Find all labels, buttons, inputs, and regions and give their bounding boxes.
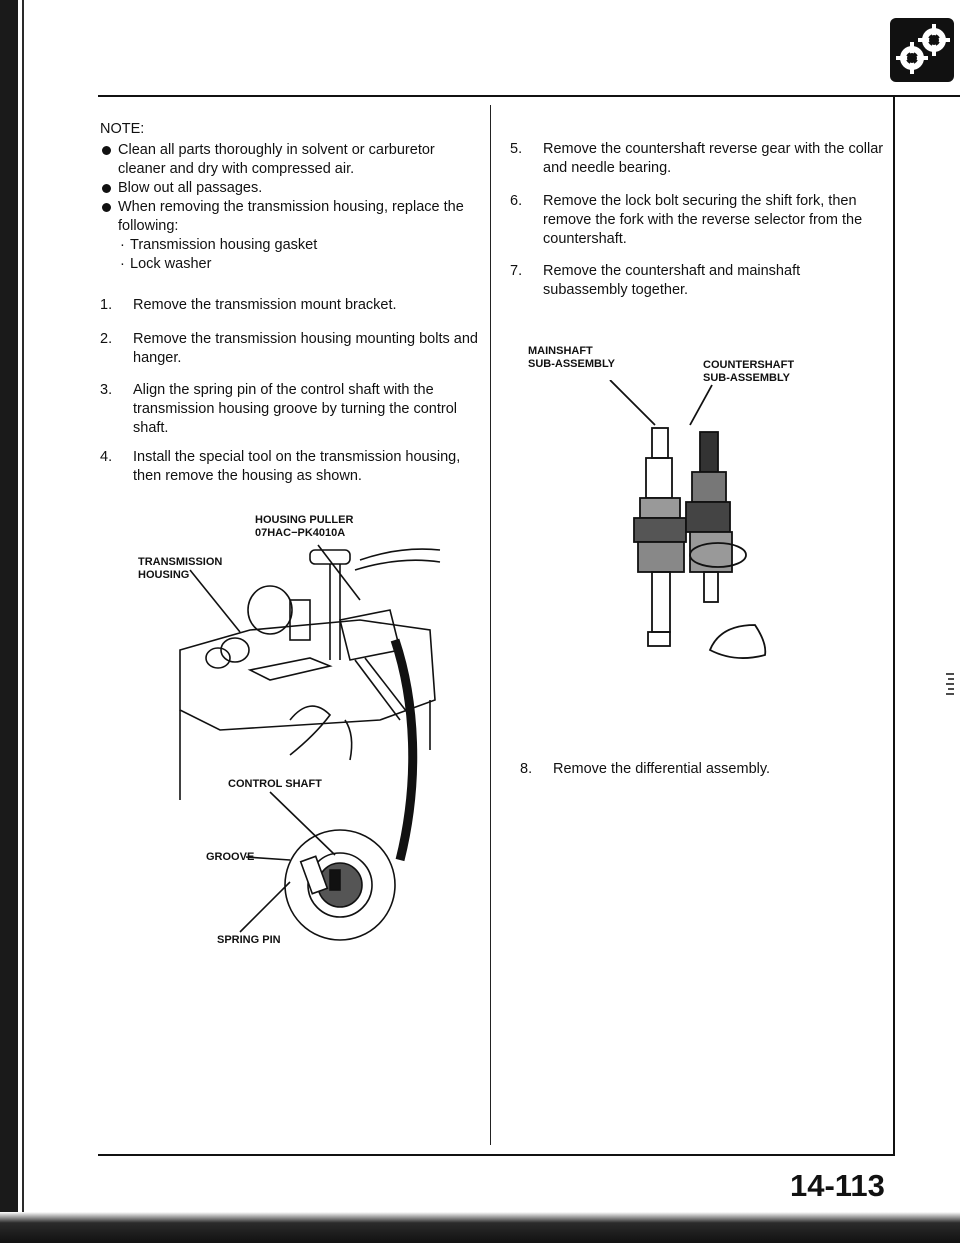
step-6 xyxy=(510,192,888,249)
step-text: Align the spring pin of the control shaft with the transmission housing groove by turning the control shaft. xyxy=(133,382,458,436)
label-control-shaft: CONTROL SHAFT xyxy=(228,778,322,790)
step-text: Remove the differential assembly. xyxy=(553,761,771,777)
column-divider xyxy=(490,105,491,1145)
note-bullet: When removing the transmission housing, replace the following: xyxy=(100,198,475,236)
label-mainshaft: MAINSHAFT SUB-ASSEMBLY xyxy=(528,345,615,370)
gear-icon xyxy=(890,18,954,82)
bottom-scan-shadow xyxy=(0,1212,960,1243)
step-number: 4. xyxy=(100,449,113,465)
step-1 xyxy=(100,296,480,315)
step-text: Remove the transmission housing mounting bolts and hanger. xyxy=(133,331,478,366)
bullet-icon xyxy=(102,146,111,155)
edge-scan-mark xyxy=(944,672,956,698)
binding-line xyxy=(22,0,24,1243)
step-7 xyxy=(510,262,888,300)
step-number: 3. xyxy=(100,382,113,398)
bullet-icon xyxy=(102,203,111,212)
step-text: Remove the countershaft reverse gear with the collar and needle bearing. xyxy=(543,141,884,176)
step-3 xyxy=(100,381,480,438)
bottom-rule xyxy=(98,1154,895,1156)
note-bullet: Blow out all passages. xyxy=(100,179,475,198)
sub-bullet-icon: · xyxy=(120,256,125,272)
label-spring-pin: SPRING PIN xyxy=(217,934,281,946)
step-2 xyxy=(100,330,480,368)
step-text: Install the special tool on the transmission housing, then remove the housing as shown. xyxy=(133,449,461,484)
frame-right-rule xyxy=(893,95,895,1156)
housing-puller-illustration xyxy=(130,540,460,980)
bullet-icon xyxy=(102,184,111,193)
note-sub-item: · Transmission housing gasket xyxy=(120,237,318,253)
top-rule xyxy=(98,95,960,97)
step-text: Remove the transmission mount bracket. xyxy=(133,297,397,313)
binding-edge xyxy=(0,0,18,1243)
label-countershaft: COUNTERSHAFT SUB-ASSEMBLY xyxy=(703,359,795,384)
step-4 xyxy=(100,448,480,486)
step-text: Remove the lock bolt securing the shift fork, then remove the fork with the reverse selector from the countershaft. xyxy=(543,193,863,247)
page-number: 14-113 xyxy=(790,1168,885,1203)
step-number: 2. xyxy=(100,331,113,347)
label-transmission-housing: TRANSMISSION HOUSING xyxy=(138,556,223,581)
step-8 xyxy=(520,760,880,779)
step-5 xyxy=(510,140,888,178)
step-number: 1. xyxy=(100,297,113,313)
step-number: 5. xyxy=(510,141,523,157)
note-block xyxy=(100,120,475,274)
note-title: NOTE: xyxy=(100,121,145,137)
step-number: 7. xyxy=(510,263,523,279)
note-bullet: Clean all parts thoroughly in solvent or carburetor cleaner and dry with compressed air. xyxy=(100,141,475,179)
label-groove: GROOVE xyxy=(206,851,255,863)
label-housing-puller: HOUSING PULLER 07HAC−PK4010A xyxy=(255,514,354,539)
step-number: 8. xyxy=(520,761,533,777)
sub-bullet-icon: · xyxy=(120,237,125,253)
step-number: 6. xyxy=(510,193,523,209)
step-text: Remove the countershaft and mainshaft subassembly together. xyxy=(543,263,801,298)
note-sub-item: · Lock washer xyxy=(120,256,212,272)
shaft-assembly-illustration xyxy=(600,380,780,670)
